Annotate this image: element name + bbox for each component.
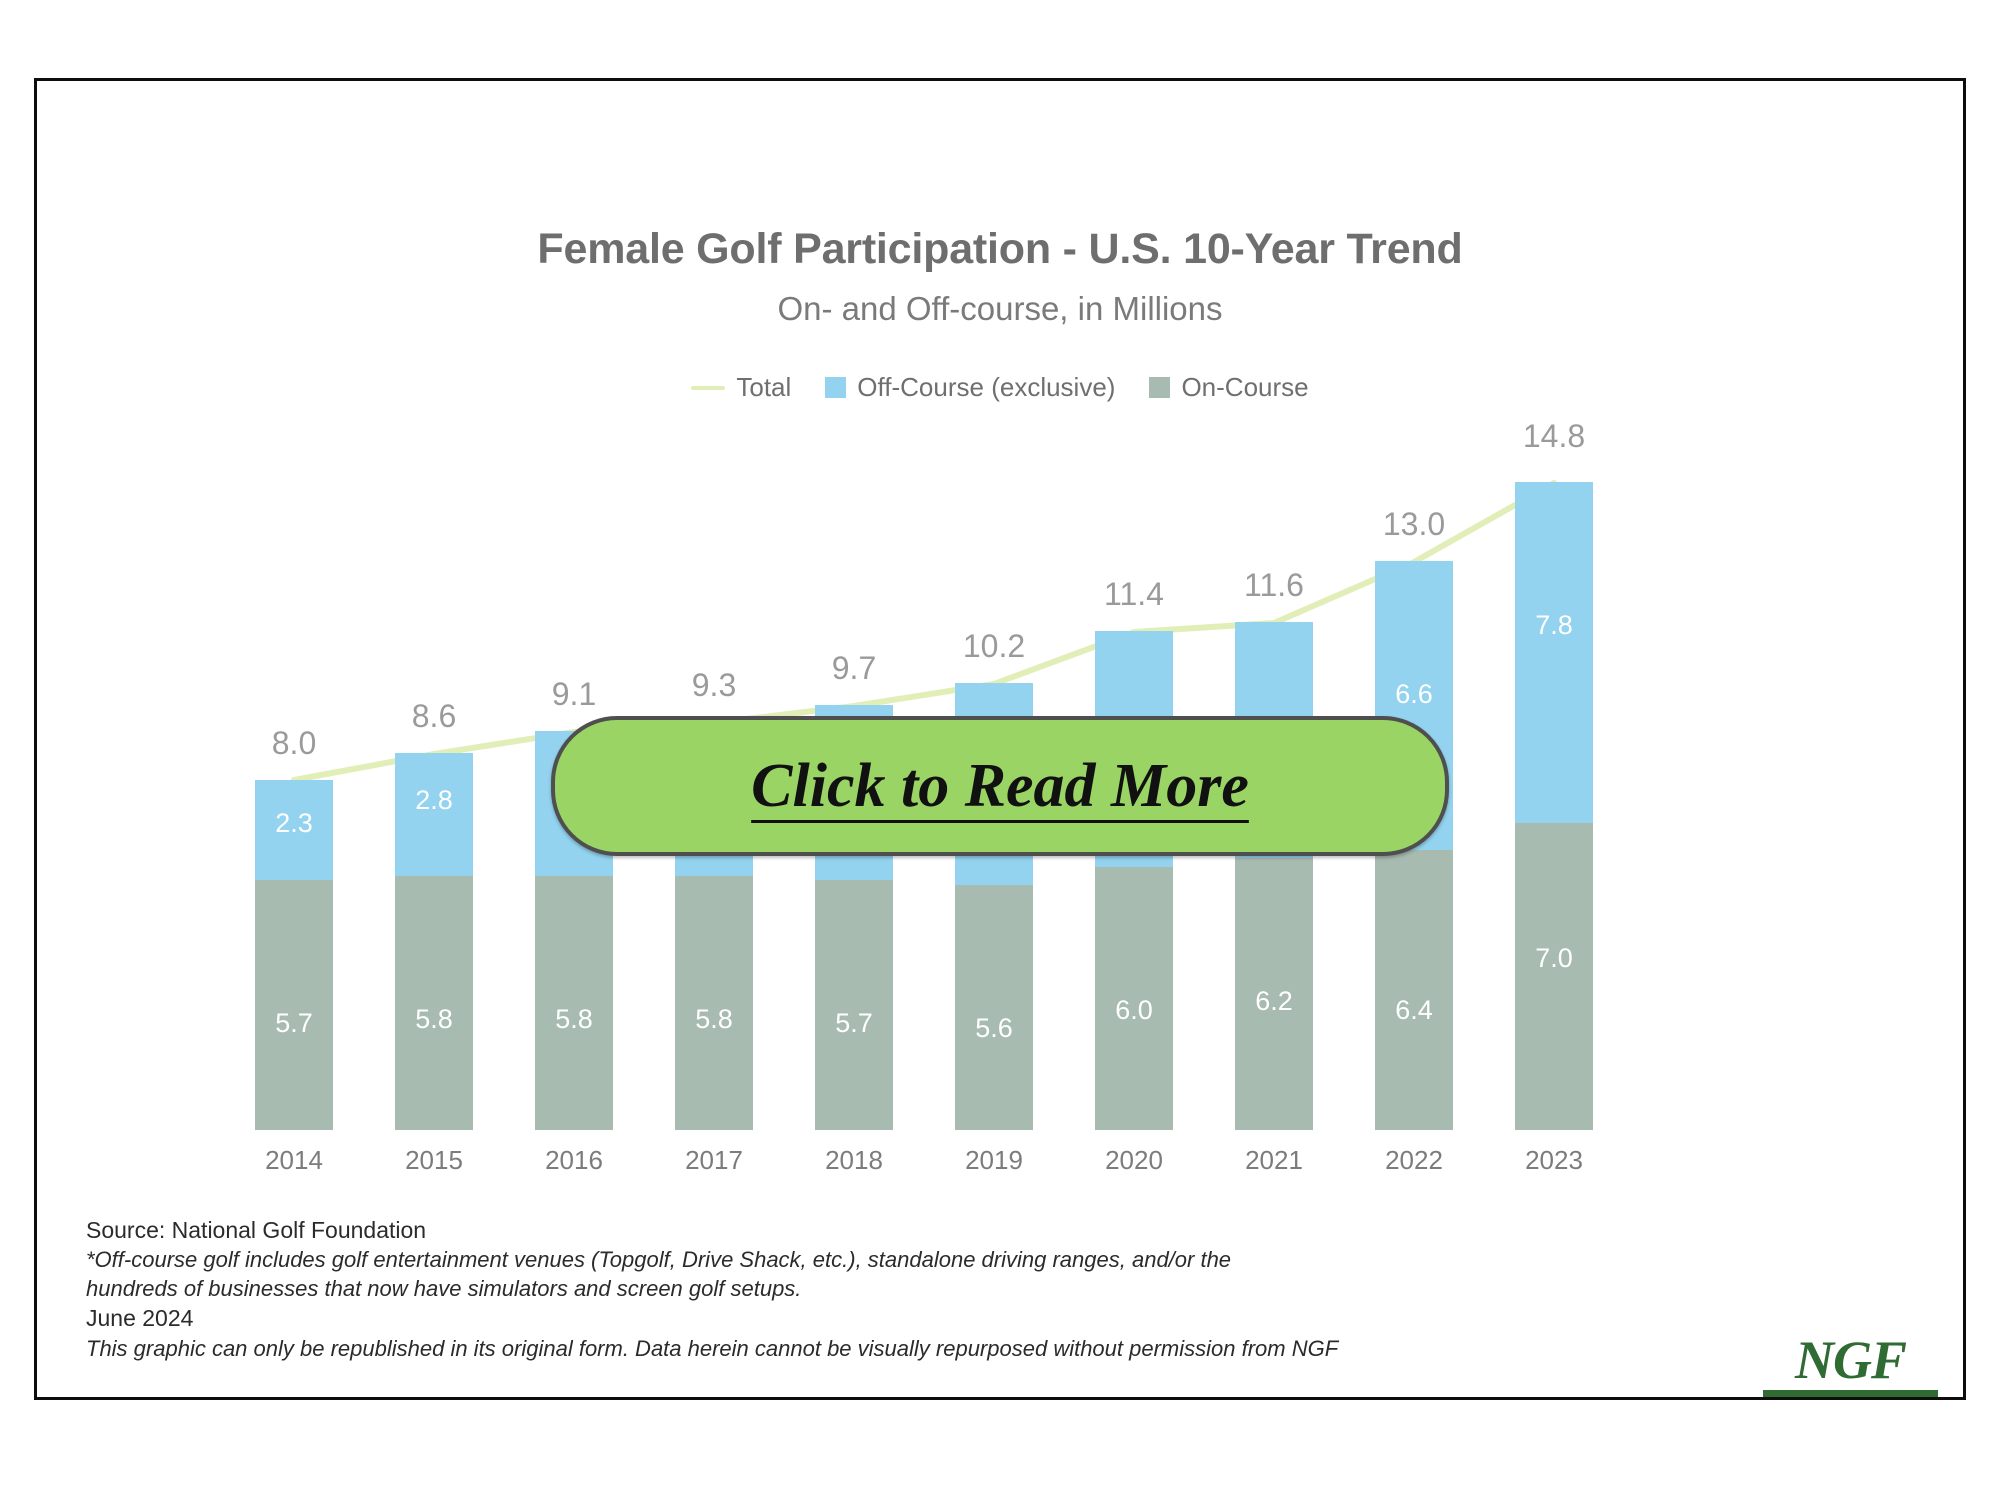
total-label-2014: 8.0 — [271, 725, 317, 761]
x-axis-label-2015: 2015 — [405, 1145, 463, 1175]
bar-segment-on-course[interactable] — [815, 880, 893, 1130]
bar-segment-off-course[interactable] — [395, 753, 473, 876]
click-to-read-more-button[interactable] — [551, 716, 1449, 856]
bar-segment-on-course[interactable] — [535, 876, 613, 1130]
bar-segment-on-course[interactable] — [255, 880, 333, 1130]
total-label-2021: 11.6 — [1244, 567, 1304, 603]
bar-segment-off-course[interactable] — [255, 780, 333, 880]
legend-label-total: Total — [736, 372, 792, 402]
bar-value-on-course: 5.6 — [975, 1013, 1013, 1043]
x-axis-label-2021: 2021 — [1245, 1145, 1303, 1175]
legend-item-total — [691, 372, 791, 403]
bar-value-on-course: 5.8 — [555, 1004, 593, 1034]
bar-column-2015[interactable] — [395, 753, 473, 1130]
total-label-2017: 9.3 — [691, 667, 737, 703]
bar-value-off-course: 2.3 — [275, 808, 313, 838]
footnote-source: Source: National Golf Foundation — [86, 1217, 427, 1243]
cta-label: Click to Read More — [751, 751, 1249, 820]
bar-segment-on-course[interactable] — [955, 885, 1033, 1130]
footnote-note-line1: *Off-course golf includes golf entertainment venues (Topgolf, Drive Shack, etc.), standalone driving ranges, and/or the — [86, 1247, 1232, 1273]
chart-title: Female Golf Participation - U.S. 10-Year Trend — [537, 225, 1463, 273]
footnotes-block — [86, 1215, 1586, 1363]
footnote-note-line2: hundreds of businesses that now have simulators and screen golf setups. — [86, 1276, 802, 1302]
bar-segment-on-course[interactable] — [1235, 858, 1313, 1130]
legend-item-off-course — [825, 372, 1115, 403]
legend-item-on-course — [1149, 372, 1308, 403]
bar-segment-on-course[interactable] — [1095, 867, 1173, 1130]
ngf-logo-underline — [1763, 1390, 1938, 1397]
bar-segment-on-course[interactable] — [1375, 850, 1453, 1130]
x-axis-label-2022: 2022 — [1385, 1145, 1443, 1175]
ngf-logo-text: NGF — [1794, 1330, 1906, 1390]
bar-column-2021[interactable] — [1235, 622, 1313, 1130]
x-axis-label-2019: 2019 — [965, 1145, 1023, 1175]
legend-square-marker-off-course — [825, 377, 846, 398]
bar-segment-off-course[interactable] — [1515, 482, 1593, 823]
bar-value-on-course: 5.8 — [695, 1004, 733, 1034]
total-label-2015: 8.6 — [411, 698, 457, 734]
total-label-2020: 11.4 — [1104, 576, 1164, 612]
bar-value-on-course: 7.0 — [1535, 943, 1573, 973]
bar-column-2020[interactable] — [1095, 631, 1173, 1130]
bar-value-off-course: 7.8 — [1535, 610, 1573, 640]
bar-segment-on-course[interactable] — [395, 876, 473, 1130]
chart-legend — [0, 372, 2000, 403]
x-axis-label-2018: 2018 — [825, 1145, 883, 1175]
legend-square-marker-on-course — [1149, 377, 1170, 398]
bar-value-on-course: 6.4 — [1395, 995, 1433, 1025]
legend-label-off-course: Off-Course (exclusive) — [857, 372, 1116, 402]
bar-value-on-course: 5.7 — [835, 1008, 873, 1038]
x-axis-label-2014: 2014 — [265, 1145, 323, 1175]
bar-column-2023[interactable] — [1515, 482, 1593, 1130]
total-label-2022: 13.0 — [1382, 506, 1446, 542]
x-axis-label-2016: 2016 — [545, 1145, 603, 1175]
footnote-rights: This graphic can only be republished in its original form. Data herein cannot be visually repurposed without permission from NGF — [86, 1335, 1339, 1361]
total-label-2023: 14.8 — [1522, 418, 1586, 454]
total-label-2019: 10.2 — [962, 628, 1026, 664]
bar-segment-on-course[interactable] — [675, 876, 753, 1130]
bar-value-on-course: 6.2 — [1255, 986, 1293, 1016]
footnote-date: June 2024 — [86, 1305, 194, 1332]
total-label-2018: 9.7 — [831, 650, 877, 686]
bar-value-on-course: 5.8 — [415, 1004, 453, 1034]
total-label-2016: 9.1 — [551, 676, 597, 712]
x-axis-label-2023: 2023 — [1525, 1145, 1583, 1175]
legend-label-on-course: On-Course — [1181, 372, 1309, 402]
bar-value-off-course: 2.8 — [415, 785, 453, 815]
legend-line-marker — [691, 386, 725, 390]
x-axis-label-2020: 2020 — [1105, 1145, 1163, 1175]
bar-column-2014[interactable] — [255, 780, 333, 1130]
bar-value-on-course: 6.0 — [1115, 995, 1153, 1025]
ngf-logo — [1763, 1330, 1938, 1397]
bar-value-off-course: 6.6 — [1395, 679, 1433, 709]
bar-segment-on-course[interactable] — [1515, 823, 1593, 1130]
chart-subtitle: On- and Off-course, in Millions — [777, 290, 1223, 327]
x-axis-label-2017: 2017 — [685, 1145, 743, 1175]
bar-value-on-course: 5.7 — [275, 1008, 313, 1038]
